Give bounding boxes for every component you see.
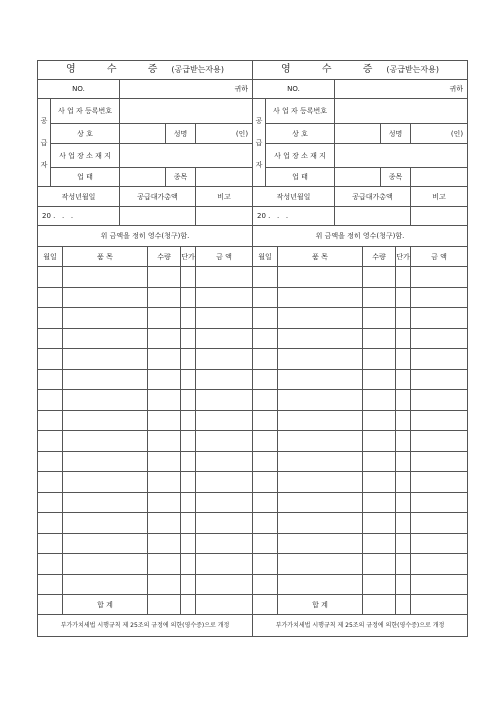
supplier-label: 공 급 자 [253,99,266,187]
qty-cell[interactable] [363,349,396,370]
item-cell[interactable] [278,410,363,431]
unit-price-cell[interactable] [396,492,411,513]
date-written-label: 작성년월일 [253,187,335,207]
item-type-label: 종목 [166,168,196,187]
item-cell[interactable] [278,451,363,472]
date-value[interactable]: 20 . . . [38,207,120,226]
item-row [253,308,468,329]
item-cell[interactable] [63,308,148,329]
item-row [253,328,468,349]
qty-cell[interactable] [148,492,181,513]
col-unit-price: 단가 [396,247,411,267]
address-label: 사 업 장 소 재 지 [266,144,335,168]
month-day-cell[interactable] [38,574,63,595]
remarks-label: 비고 [196,187,253,207]
receipt-sheet [37,60,467,644]
item-row [253,410,468,431]
amount-cell[interactable] [411,533,468,554]
item-cell[interactable] [63,492,148,513]
unit-price-cell[interactable] [396,369,411,390]
qty-cell[interactable] [148,267,181,288]
total-qty[interactable] [363,595,396,615]
remarks-value[interactable] [411,207,468,226]
unit-price-cell[interactable] [396,390,411,411]
item-cell[interactable] [278,554,363,575]
trade-name-value[interactable] [335,124,381,144]
month-day-cell[interactable] [253,410,278,431]
qty-cell[interactable] [363,492,396,513]
item-cell[interactable] [63,267,148,288]
month-day-cell[interactable] [253,287,278,308]
unit-price-cell[interactable] [396,287,411,308]
col-month-day: 월일 [38,247,63,267]
statement-text: 위 금액을 정히 영수(청구)함. [38,226,253,247]
item-cell[interactable] [278,267,363,288]
amount-cell[interactable] [196,533,253,554]
seal-label: (인) [196,124,253,144]
amount-cell[interactable] [196,287,253,308]
amount-cell[interactable] [411,410,468,431]
unit-price-cell[interactable] [181,390,196,411]
amount-cell[interactable] [411,513,468,534]
qty-cell[interactable] [363,472,396,493]
receipt-table [252,60,468,637]
amount-cell[interactable] [411,492,468,513]
address-value[interactable] [120,144,253,168]
remarks-label: 비고 [411,187,468,207]
month-day-cell[interactable] [253,492,278,513]
item-cell[interactable] [278,533,363,554]
item-row [38,492,253,513]
qty-cell[interactable] [148,533,181,554]
month-day-cell[interactable] [38,328,63,349]
item-row [253,574,468,595]
name-label: 성명 [381,124,411,144]
qty-cell[interactable] [363,533,396,554]
item-cell[interactable] [63,287,148,308]
unit-price-cell[interactable] [396,431,411,452]
item-cell[interactable] [278,390,363,411]
amount-cell[interactable] [411,369,468,390]
item-cell[interactable] [63,390,148,411]
unit-price-cell[interactable] [396,410,411,431]
qty-cell[interactable] [148,369,181,390]
item-row [253,492,468,513]
item-row [253,451,468,472]
month-day-cell[interactable] [253,308,278,329]
no-label: NO. [38,80,120,99]
qty-cell[interactable] [148,431,181,452]
unit-price-cell[interactable] [396,451,411,472]
amount-cell[interactable] [196,574,253,595]
month-day-cell[interactable] [253,369,278,390]
item-row [38,328,253,349]
item-type-value[interactable] [196,168,253,187]
total-blank [38,595,63,615]
statement-text: 위 금액을 정히 영수(청구)함. [253,226,468,247]
item-cell[interactable] [278,369,363,390]
qty-cell[interactable] [148,513,181,534]
month-day-cell[interactable] [38,431,63,452]
item-type-label: 종목 [381,168,411,187]
amount-cell[interactable] [196,410,253,431]
item-row [253,513,468,534]
item-cell[interactable] [278,328,363,349]
item-cell[interactable] [63,554,148,575]
item-row [253,390,468,411]
unit-price-cell[interactable] [396,472,411,493]
unit-price-cell[interactable] [181,308,196,329]
honorific: 귀하 [120,80,253,99]
item-cell[interactable] [278,574,363,595]
item-cell[interactable] [63,431,148,452]
qty-cell[interactable] [363,410,396,431]
amount-cell[interactable] [411,267,468,288]
business-type-label: 업 태 [266,168,335,187]
item-row [253,431,468,452]
month-day-cell[interactable] [38,349,63,370]
unit-price-cell[interactable] [181,287,196,308]
month-day-cell[interactable] [253,554,278,575]
total-amount[interactable] [196,595,253,615]
trade-name-label: 상 호 [266,124,335,144]
item-row [38,410,253,431]
item-row [38,287,253,308]
supplier-label: 공 급 자 [38,99,51,187]
amount-cell[interactable] [411,451,468,472]
unit-price-cell[interactable] [396,554,411,575]
address-value[interactable] [335,144,468,168]
month-day-cell[interactable] [253,390,278,411]
item-cell[interactable] [278,472,363,493]
month-day-cell[interactable] [38,472,63,493]
item-row [38,431,253,452]
amount-cell[interactable] [196,328,253,349]
col-unit-price: 단가 [181,247,196,267]
qty-cell[interactable] [363,554,396,575]
item-cell[interactable] [278,349,363,370]
title-sub: (공급받는자용) [386,65,440,74]
total-supply-label: 공급대가총액 [120,187,196,207]
amount-cell[interactable] [411,554,468,575]
item-cell[interactable] [63,513,148,534]
title-sub: (공급받는자용) [171,65,225,74]
qty-cell[interactable] [363,451,396,472]
month-day-cell[interactable] [38,308,63,329]
item-row [253,472,468,493]
total-amount[interactable] [411,595,468,615]
amount-cell[interactable] [196,349,253,370]
item-cell[interactable] [278,308,363,329]
receipt-right [252,60,467,644]
receipt-title [253,61,468,80]
month-day-cell[interactable] [253,349,278,370]
qty-cell[interactable] [148,410,181,431]
biz-reg-value[interactable] [120,99,253,124]
qty-cell[interactable] [363,431,396,452]
address-label: 사 업 장 소 재 지 [51,144,120,168]
unit-price-cell[interactable] [396,349,411,370]
item-row [253,287,468,308]
unit-price-cell[interactable] [181,574,196,595]
qty-cell[interactable] [363,308,396,329]
date-written-label: 작성년월일 [38,187,120,207]
qty-cell[interactable] [148,472,181,493]
unit-price-cell[interactable] [396,267,411,288]
total-unit-price[interactable] [396,595,411,615]
unit-price-cell[interactable] [181,554,196,575]
item-row [253,369,468,390]
month-day-cell[interactable] [253,472,278,493]
month-day-cell[interactable] [38,451,63,472]
unit-price-cell[interactable] [181,369,196,390]
amount-cell[interactable] [196,451,253,472]
unit-price-cell[interactable] [181,513,196,534]
unit-price-cell[interactable] [181,492,196,513]
total-supply-value[interactable] [120,207,196,226]
item-row [38,349,253,370]
amount-cell[interactable] [196,492,253,513]
honorific: 귀하 [335,80,468,99]
item-row [38,554,253,575]
item-cell[interactable] [63,369,148,390]
unit-price-cell[interactable] [181,451,196,472]
month-day-cell[interactable] [253,431,278,452]
month-day-cell[interactable] [38,492,63,513]
unit-price-cell[interactable] [396,308,411,329]
unit-price-cell[interactable] [396,513,411,534]
qty-cell[interactable] [148,574,181,595]
amount-cell[interactable] [411,431,468,452]
qty-cell[interactable] [363,513,396,534]
item-row [38,390,253,411]
receipt-table [37,60,253,637]
qty-cell[interactable] [363,328,396,349]
biz-reg-value[interactable] [335,99,468,124]
amount-cell[interactable] [411,390,468,411]
item-row [38,513,253,534]
item-cell[interactable] [278,492,363,513]
amount-cell[interactable] [411,349,468,370]
biz-reg-label: 사 업 자 등록번호 [51,99,120,124]
col-qty: 수량 [363,247,396,267]
col-qty: 수량 [148,247,181,267]
receipt-title [38,61,253,80]
item-cell[interactable] [278,287,363,308]
month-day-cell[interactable] [38,369,63,390]
month-day-cell[interactable] [253,451,278,472]
month-day-cell[interactable] [38,554,63,575]
month-day-cell[interactable] [253,267,278,288]
biz-reg-label: 사 업 자 등록번호 [266,99,335,124]
amount-cell[interactable] [411,308,468,329]
unit-price-cell[interactable] [396,533,411,554]
total-label: 합 계 [278,595,363,615]
amount-cell[interactable] [411,328,468,349]
amount-cell[interactable] [196,390,253,411]
date-value[interactable]: 20 . . . [253,207,335,226]
unit-price-cell[interactable] [181,349,196,370]
month-day-cell[interactable] [253,574,278,595]
business-type-value[interactable] [120,168,166,187]
title-main: 영 수 증 [281,64,387,75]
qty-cell[interactable] [148,328,181,349]
month-day-cell[interactable] [38,533,63,554]
item-row [253,349,468,370]
receipt-left [37,60,252,644]
title-main: 영 수 증 [66,64,172,75]
qty-cell[interactable] [363,287,396,308]
unit-price-cell[interactable] [181,410,196,431]
item-cell[interactable] [63,349,148,370]
seal-label: (인) [411,124,468,144]
qty-cell[interactable] [363,574,396,595]
qty-cell[interactable] [148,554,181,575]
qty-cell[interactable] [148,451,181,472]
item-cell[interactable] [63,533,148,554]
qty-cell[interactable] [363,267,396,288]
item-type-value[interactable] [411,168,468,187]
unit-price-cell[interactable] [181,328,196,349]
item-cell[interactable] [63,451,148,472]
item-cell[interactable] [278,431,363,452]
item-row [38,533,253,554]
month-day-cell[interactable] [38,390,63,411]
footer-note: 부가가치세법 시행규칙 제 25조의 규정에 의한(영수증)으로 개정 [253,615,468,637]
qty-cell[interactable] [148,349,181,370]
month-day-cell[interactable] [38,267,63,288]
total-qty[interactable] [148,595,181,615]
unit-price-cell[interactable] [181,472,196,493]
amount-cell[interactable] [196,308,253,329]
month-day-cell[interactable] [38,410,63,431]
item-row [38,369,253,390]
item-cell[interactable] [63,410,148,431]
col-amount: 금 액 [411,247,468,267]
item-cell[interactable] [63,574,148,595]
unit-price-cell[interactable] [181,267,196,288]
month-day-cell[interactable] [38,287,63,308]
amount-cell[interactable] [196,513,253,534]
item-row [253,267,468,288]
name-label: 성명 [166,124,196,144]
total-supply-value[interactable] [335,207,411,226]
col-month-day: 월일 [253,247,278,267]
qty-cell[interactable] [363,369,396,390]
unit-price-cell[interactable] [396,574,411,595]
business-type-value[interactable] [335,168,381,187]
total-label: 합 계 [63,595,148,615]
business-type-label: 업 태 [51,168,120,187]
month-day-cell[interactable] [253,513,278,534]
unit-price-cell[interactable] [181,533,196,554]
qty-cell[interactable] [363,390,396,411]
footer-note: 부가가치세법 시행규칙 제 25조의 규정에 의한(영수증)으로 개정 [38,615,253,637]
amount-cell[interactable] [196,369,253,390]
trade-name-value[interactable] [120,124,166,144]
total-supply-label: 공급대가총액 [335,187,411,207]
total-blank [253,595,278,615]
unit-price-cell[interactable] [396,328,411,349]
col-amount: 금 액 [196,247,253,267]
item-cell[interactable] [63,472,148,493]
item-cell[interactable] [63,328,148,349]
col-item: 품 목 [278,247,363,267]
amount-cell[interactable] [196,431,253,452]
month-day-cell[interactable] [38,513,63,534]
trade-name-label: 상 호 [51,124,120,144]
no-label: NO. [253,80,335,99]
col-item: 품 목 [63,247,148,267]
remarks-value[interactable] [196,207,253,226]
item-row [38,472,253,493]
total-unit-price[interactable] [181,595,196,615]
item-row [253,554,468,575]
month-day-cell[interactable] [253,533,278,554]
qty-cell[interactable] [148,390,181,411]
item-row [38,451,253,472]
amount-cell[interactable] [196,554,253,575]
qty-cell[interactable] [148,308,181,329]
amount-cell[interactable] [411,574,468,595]
item-row [253,533,468,554]
month-day-cell[interactable] [253,328,278,349]
amount-cell[interactable] [196,267,253,288]
amount-cell[interactable] [411,472,468,493]
item-cell[interactable] [278,513,363,534]
amount-cell[interactable] [196,472,253,493]
item-row [38,267,253,288]
item-row [38,574,253,595]
unit-price-cell[interactable] [181,431,196,452]
amount-cell[interactable] [411,287,468,308]
item-row [38,308,253,329]
qty-cell[interactable] [148,287,181,308]
